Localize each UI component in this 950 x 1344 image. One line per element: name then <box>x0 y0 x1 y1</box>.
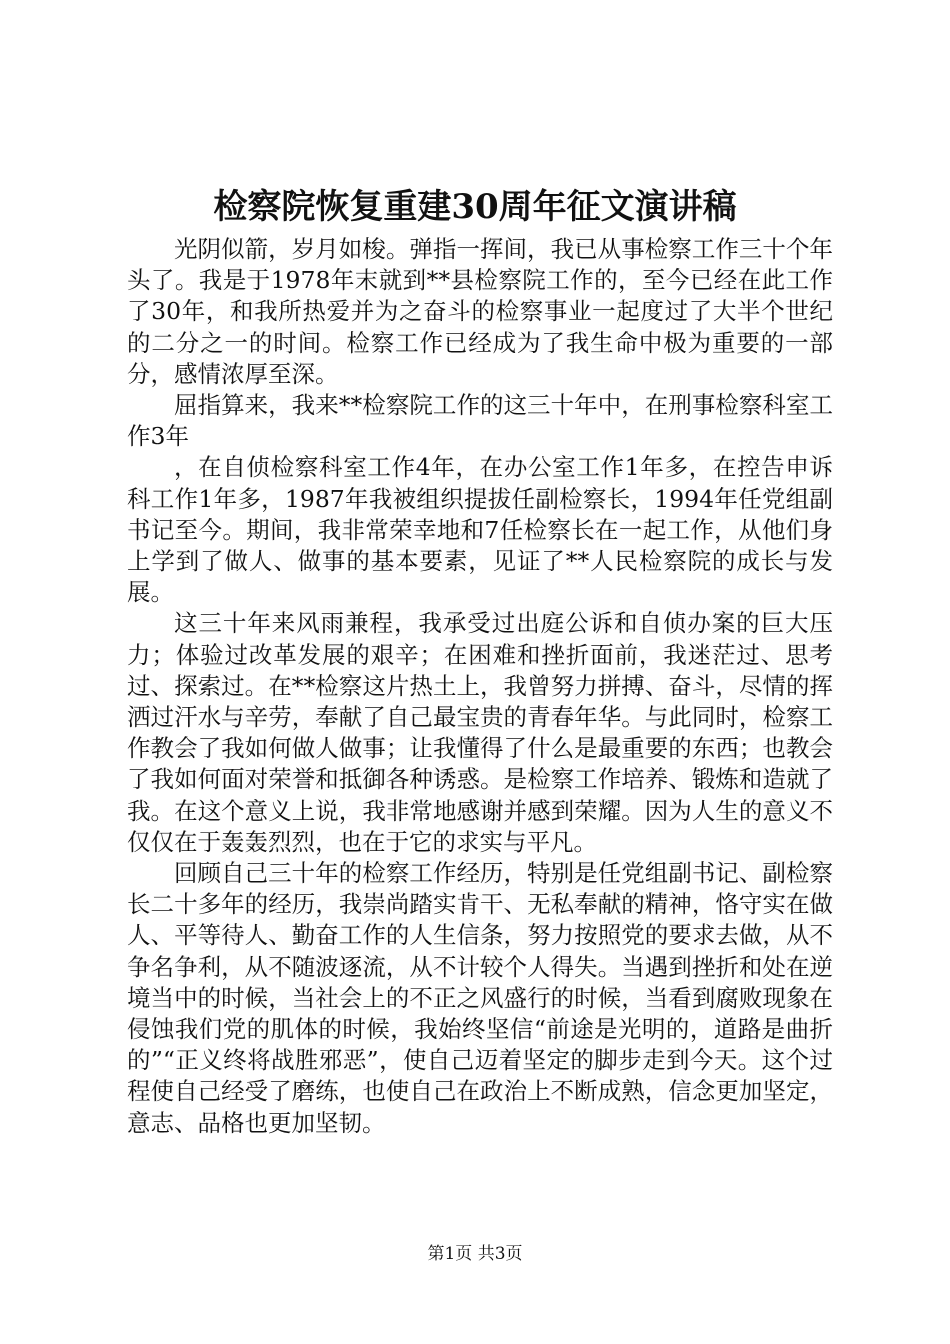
document-body <box>127 234 833 1139</box>
paragraph-3: ，在自侦检察科室工作4年，在办公室工作1年多，在控告申诉科工作1年多，1987年我被组织提拔任副检察长，1994年任党组副书记至今。期间，我非常荣幸地和7任检察长在一起工作，从他们身上学到了做人、做事的基本要素，见证了**人民检察院的成长与发展。 <box>127 453 833 607</box>
paragraph-1: 光阴似箭，岁月如梭。弹指一挥间，我已从事检察工作三十个年头了。我是于1978年末就到**县检察院工作的，至今已经在此工作了30年，和我所热爱并为之奋斗的检察事业一起度过了大半个世纪的二分之一的时间。检察工作已经成为了我生命中极为重要的一部分，感情浓厚至深。 <box>127 235 833 388</box>
page-number-footer: 第1页 共3页 <box>427 1244 523 1264</box>
paragraph-5: 回顾自己三十年的检察工作经历，特别是任党组副书记、副检察长二十多年的经历，我崇尚踏实肯干、无私奉献的精神，恪守实在做人、平等待人、勤奋工作的人生信条，努力按照党的要求去做，从不争名争利，从不随波逐流，从不计较个人得失。当遇到挫折和处在逆境当中的时候，当社会上的不正之风盛行的时候，当看到腐败现象在侵蚀我们党的肌体的时候，我始终坚信“前途是光明的，道路是曲折的”“正义终将战胜邪恶”，使自己迈着坚定的脚步走到今天。这个过程使自己经受了磨练，也使自己在政治上不断成熟，信念更加坚定，意志、品格也更加坚韧。 <box>127 859 833 1137</box>
paragraph-2: 屈指算来，我来**检察院工作的这三十年中，在刑事检察科室工作3年 <box>127 391 833 451</box>
document-title: 检察院恢复重建30周年征文演讲稿 <box>213 187 737 227</box>
paragraph-4: 这三十年来风雨兼程，我承受过出庭公诉和自侦办案的巨大压力；体验过改革发展的艰辛；在困难和挫折面前，我迷茫过、思考过、探索过。在**检察这片热土上，我曾努力拼搏、奋斗，尽情的挥洒过汗水与辛劳，奉献了自己最宝贵的青春年华。与此同时，检察工作教会了我如何做人做事；让我懂得了什么是最重要的东西；也教会了我如何面对荣誉和抵御各种诱惑。是检察工作培养、锻炼和造就了我。在这个意义上说，我非常地感谢并感到荣耀。因为人生的意义不仅仅在于轰轰烈烈，也在于它的求实与平凡。 <box>127 609 833 856</box>
